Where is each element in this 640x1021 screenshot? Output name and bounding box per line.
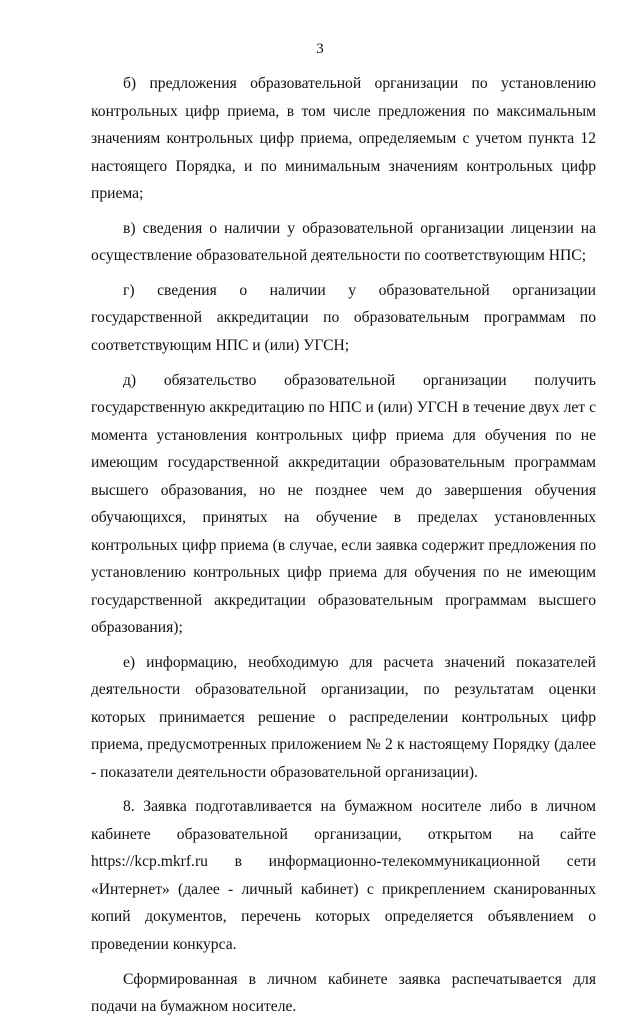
- paragraph-8: 8. Заявка подготавливается на бумажном носителе либо в личном кабинете образовательной организации, открытом на сайте https://kcp.mkrf.ru в информационно-телекоммуникационной сети «Интернет» (далее - личный кабинет) с прикреплением сканированных копий документов, перечень которых определяется объявлением о проведении конкурса.: [91, 798, 596, 953]
- paragraph-v: в) сведения о наличии у образовательной организации лицензии на осуществление образовательной деятельности по соответствующим НПС;: [91, 219, 596, 265]
- paragraph-b: б) предложения образовательной организации по установлению контрольных цифр приема, в том числе предложения по максимальным значениям контрольных цифр приема, определяемым с учетом пункта 12 настоящего Порядка, и по минимальным значениям контрольных цифр приема;: [91, 75, 596, 202]
- page-number: 3: [316, 41, 324, 57]
- paragraph-d: д) обязательство образовательной организации получить государственную аккредитацию по НПС и (или) УГСН в течение двух лет с момента установления контрольных цифр приема для обучения по не имеющим государственной аккредитации образовательным программам высшего образования, но не позднее чем до завершения обучения обучающихся, принятых на обучение в пределах установленных контрольных цифр приема (в случае, если заявка содержит предложения по установлению контрольных цифр приема для обучения по не имеющим государственной аккредитации образовательным программам высшего образования);: [91, 371, 596, 637]
- paragraph-g: г) сведения о наличии у образовательной организации государственной аккредитации по образовательным программам по соответствующим НПС и (или) УГСН;: [91, 281, 596, 354]
- paragraph-e: е) информацию, необходимую для расчета значений показателей деятельности образовательной организации, по результатам оценки которых принимается решение о распределении контрольных цифр приема, предусмотренных приложением № 2 к настоящему Порядку (далее - показатели деятельности образовательной организации).: [91, 653, 596, 781]
- document-body: [91, 70, 596, 1021]
- paragraph-final: Сформированная в личном кабинете заявка распечатывается для подачи на бумажном носителе.: [91, 970, 596, 1016]
